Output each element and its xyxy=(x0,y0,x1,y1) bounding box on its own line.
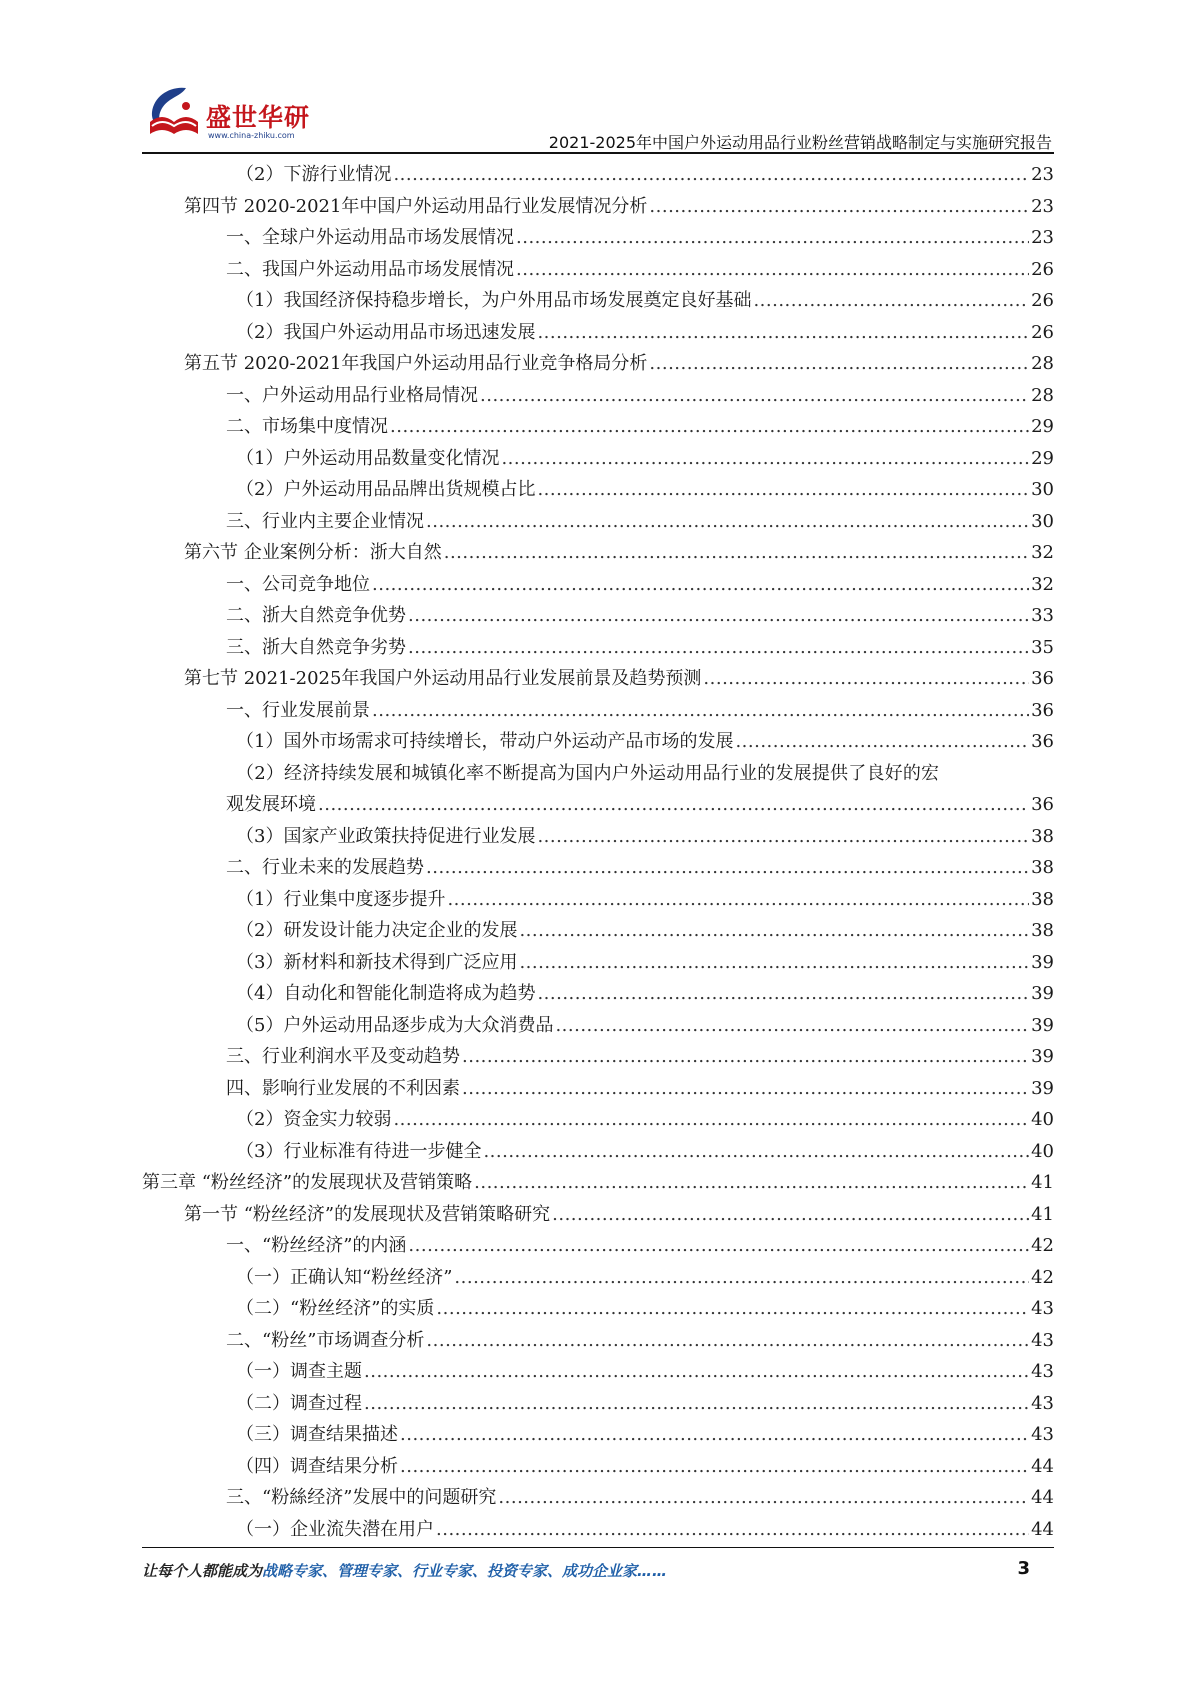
toc-leader-dots xyxy=(436,1293,1029,1325)
toc-page-number: 40 xyxy=(1031,1109,1054,1130)
toc-entry[interactable] xyxy=(142,537,1054,569)
toc-leader-dots xyxy=(649,191,1029,223)
toc-entry-text: 二、行业未来的发展趋势 xyxy=(226,857,424,878)
toc-entry[interactable] xyxy=(142,443,1054,475)
toc-page-number: 36 xyxy=(1031,699,1054,721)
toc-leader-dots xyxy=(447,884,1029,916)
toc-entry-text: （四）调查结果分析 xyxy=(236,1455,398,1477)
header-divider xyxy=(142,152,1054,154)
toc-entry-text: 一、“粉丝经济”的内涵 xyxy=(226,1235,407,1256)
toc-page-number: 38 xyxy=(1031,857,1054,878)
toc-page-number: 40 xyxy=(1031,1140,1054,1162)
toc-entry[interactable] xyxy=(142,380,1054,412)
toc-leader-dots xyxy=(390,411,1029,443)
toc-page-number: 32 xyxy=(1031,542,1054,563)
toc-page-number: 42 xyxy=(1031,1266,1054,1288)
toc-leader-dots xyxy=(753,285,1029,317)
toc-entry-text: 第四节 2020-2021年中国户外运动用品行业发展情况分析 xyxy=(184,195,648,217)
toc-leader-dots xyxy=(537,978,1029,1010)
toc-entry[interactable] xyxy=(142,1167,1054,1199)
toc-leader-dots xyxy=(519,947,1029,979)
toc-page-number: 43 xyxy=(1031,1392,1054,1414)
toc-leader-dots xyxy=(400,1419,1029,1451)
toc-entry-text: （一）企业流失潜在用户 xyxy=(236,1518,434,1540)
toc-entry[interactable] xyxy=(142,569,1054,601)
toc-entry[interactable] xyxy=(142,663,1054,695)
toc-leader-dots xyxy=(364,1388,1029,1420)
toc-leader-dots xyxy=(516,222,1029,254)
toc-page-number: 43 xyxy=(1031,1361,1054,1382)
toc-entry[interactable] xyxy=(142,1010,1054,1042)
toc-entry[interactable] xyxy=(142,159,1054,191)
toc-leader-dots xyxy=(393,1104,1029,1136)
toc-entry[interactable] xyxy=(142,317,1054,349)
toc-page-number: 38 xyxy=(1031,920,1054,941)
toc-entry-text: （二）调查过程 xyxy=(236,1392,362,1414)
toc-entry[interactable] xyxy=(142,1041,1054,1073)
company-logo xyxy=(142,82,382,146)
toc-entry-text: 二、我国户外运动用品市场发展情况 xyxy=(226,258,514,280)
slogan-lead: 让每个人都能成为 xyxy=(142,1562,263,1580)
toc-entry-text: （2）研发设计能力决定企业的发展 xyxy=(236,920,518,941)
toc-entry-text: （3）新材料和新技术得到广泛应用 xyxy=(236,951,518,973)
toc-entry-text: 观发展环境 xyxy=(226,794,316,815)
toc-entry-text: （一）调查主题 xyxy=(236,1361,362,1382)
toc-entry-text: （1）国外市场需求可持续增长，带动户外运动产品市场的发展 xyxy=(236,731,734,752)
toc-page-number: 36 xyxy=(1031,668,1054,689)
toc-entry[interactable] xyxy=(142,474,1054,506)
toc-page-number: 29 xyxy=(1031,447,1054,469)
toc-page-number: 38 xyxy=(1031,888,1054,910)
toc-entry[interactable] xyxy=(142,726,1054,758)
toc-entry-text: 二、市场集中度情况 xyxy=(226,416,388,437)
toc-leader-dots xyxy=(408,600,1029,632)
toc-leader-dots xyxy=(480,380,1029,412)
toc-leader-dots xyxy=(436,1514,1029,1546)
toc-entry-text: （5）户外运动用品逐步成为大众消费品 xyxy=(236,1014,554,1036)
toc-entry-text: （三）调查结果描述 xyxy=(236,1424,398,1445)
toc-leader-dots xyxy=(372,569,1029,601)
toc-page-number: 32 xyxy=(1031,573,1054,595)
page-footer xyxy=(142,1560,1054,1588)
toc-entry[interactable] xyxy=(142,821,1054,853)
toc-leader-dots xyxy=(537,474,1029,506)
toc-page-number: 30 xyxy=(1031,479,1054,500)
toc-leader-dots xyxy=(426,506,1029,538)
toc-page-number: 41 xyxy=(1031,1172,1054,1193)
toc-entry[interactable] xyxy=(142,1514,1054,1546)
toc-page-number: 39 xyxy=(1031,1014,1054,1036)
toc-entry[interactable] xyxy=(142,1293,1054,1325)
toc-entry-text: 一、全球户外运动用品市场发展情况 xyxy=(226,227,514,248)
toc-page-number: 39 xyxy=(1031,1046,1054,1067)
toc-page-number: 44 xyxy=(1031,1518,1054,1540)
toc-entry[interactable] xyxy=(142,506,1054,538)
toc-entry-text: 一、公司竞争地位 xyxy=(226,573,370,595)
toc-entry[interactable] xyxy=(142,1230,1054,1262)
toc-entry[interactable] xyxy=(142,222,1054,254)
toc-entry[interactable] xyxy=(142,915,1054,947)
toc-entry[interactable] xyxy=(142,1388,1054,1420)
toc-leader-dots xyxy=(400,1451,1029,1483)
toc-page-number: 28 xyxy=(1031,353,1054,374)
toc-entry[interactable] xyxy=(142,1073,1054,1105)
toc-leader-dots xyxy=(393,159,1029,191)
toc-entry-text: 三、行业利润水平及变动趋势 xyxy=(226,1046,460,1067)
toc-leader-dots xyxy=(501,443,1029,475)
toc-entry[interactable] xyxy=(142,1482,1054,1514)
toc-entry[interactable] xyxy=(142,1356,1054,1388)
toc-page-number: 44 xyxy=(1031,1487,1054,1508)
toc-page-number: 39 xyxy=(1031,983,1054,1004)
logo-url: www.china-zhiku.com xyxy=(208,131,295,140)
toc-leader-dots xyxy=(519,915,1029,947)
toc-entry-text: 三、浙大自然竞争劣势 xyxy=(226,636,406,658)
toc-leader-dots xyxy=(552,1199,1029,1231)
toc-entry[interactable] xyxy=(142,789,1054,821)
toc-entry-text: 三、行业内主要企业情况 xyxy=(226,510,424,532)
toc-page-number: 26 xyxy=(1031,321,1054,343)
toc-entry[interactable] xyxy=(142,191,1054,223)
toc-page-number: 35 xyxy=(1031,636,1054,658)
toc-page-number: 33 xyxy=(1031,605,1054,626)
toc-leader-dots xyxy=(537,821,1029,853)
logo-name: 盛世华研 xyxy=(206,103,311,132)
toc-leader-dots xyxy=(318,789,1029,821)
footer-divider xyxy=(142,1547,1054,1548)
toc-entry[interactable] xyxy=(142,285,1054,317)
page-number: 3 xyxy=(1017,1558,1030,1579)
toc-page-number: 43 xyxy=(1031,1329,1054,1351)
toc-leader-dots xyxy=(462,1073,1029,1105)
toc-entry[interactable] xyxy=(142,884,1054,916)
toc-entry[interactable] xyxy=(142,632,1054,664)
toc-page-number: 43 xyxy=(1031,1298,1054,1319)
toc-entry-text: （2）资金实力较弱 xyxy=(236,1109,392,1130)
toc-page-number: 23 xyxy=(1031,227,1054,248)
toc-entry[interactable] xyxy=(142,852,1054,884)
toc-entry-text: 二、“粉丝”市场调查分析 xyxy=(226,1329,425,1351)
toc-leader-dots xyxy=(454,1262,1029,1294)
toc-entry[interactable] xyxy=(142,1419,1054,1451)
toc-leader-dots xyxy=(735,726,1029,758)
toc-entry[interactable] xyxy=(142,254,1054,286)
toc-entry-text: （1）我国经济保持稳步增长，为户外用品市场发展奠定良好基础 xyxy=(236,290,752,311)
toc-leader-dots xyxy=(364,1356,1029,1388)
toc-entry[interactable] xyxy=(142,411,1054,443)
toc-entry-text: 第一节 “粉丝经济”的发展现状及营销策略研究 xyxy=(184,1203,551,1225)
toc-entry[interactable] xyxy=(142,1325,1054,1357)
toc-entry-text: 一、行业发展前景 xyxy=(226,699,370,721)
toc-leader-dots xyxy=(474,1167,1029,1199)
toc-page-number: 26 xyxy=(1031,258,1054,280)
toc-entry-text: （2）户外运动用品品牌出货规模占比 xyxy=(236,479,536,500)
toc-page-number: 43 xyxy=(1031,1424,1054,1445)
toc-entry-text: （二）“粉丝经济”的实质 xyxy=(236,1298,435,1319)
toc-page-number: 30 xyxy=(1031,510,1054,532)
slogan-highlight: 战略专家、管理专家、行业专家、投资专家、成功企业家…… xyxy=(262,1562,668,1580)
toc-entry-text: 二、浙大自然竞争优势 xyxy=(226,605,406,626)
toc-entry-text: 四、影响行业发展的不利因素 xyxy=(226,1077,460,1099)
toc-leader-dots xyxy=(516,254,1029,286)
logo-mark-icon xyxy=(142,82,206,146)
toc-entry-text: 一、户外运动用品行业格局情况 xyxy=(226,384,478,406)
toc-entry-text: 三、“粉絲经济”发展中的问题研究 xyxy=(226,1487,497,1508)
toc-leader-dots xyxy=(372,695,1029,727)
footer-slogan xyxy=(142,1560,667,1581)
table-of-contents xyxy=(142,159,1054,1545)
toc-leader-dots xyxy=(537,317,1029,349)
toc-entry-text: （4）自动化和智能化制造将成为趋势 xyxy=(236,983,536,1004)
toc-page-number: 26 xyxy=(1031,290,1054,311)
toc-leader-dots xyxy=(555,1010,1029,1042)
page-header xyxy=(142,82,1054,152)
toc-leader-dots xyxy=(408,1230,1029,1262)
toc-page-number: 28 xyxy=(1031,384,1054,406)
toc-leader-dots xyxy=(498,1482,1029,1514)
toc-entry-text: （2）我国户外运动用品市场迅速发展 xyxy=(236,321,536,343)
toc-entry[interactable] xyxy=(142,348,1054,380)
toc-entry-text: （一）正确认知“粉丝经济” xyxy=(236,1266,453,1288)
toc-leader-dots xyxy=(649,348,1029,380)
toc-entry[interactable] xyxy=(142,1199,1054,1231)
toc-entry-text: （3）行业标准有待进一步健全 xyxy=(236,1140,482,1162)
toc-entry-line[interactable]: （2）经济持续发展和城镇化率不断提高为国内户外运动用品行业的发展提供了良好的宏 xyxy=(236,762,940,784)
toc-page-number: 29 xyxy=(1031,416,1054,437)
toc-page-number: 41 xyxy=(1031,1203,1054,1225)
toc-entry[interactable] xyxy=(142,947,1054,979)
toc-page-number: 38 xyxy=(1031,825,1054,847)
toc-page-number: 39 xyxy=(1031,1077,1054,1099)
toc-leader-dots xyxy=(426,1325,1029,1357)
toc-entry[interactable] xyxy=(142,1136,1054,1168)
toc-entry-text: （1）行业集中度逐步提升 xyxy=(236,888,446,910)
report-title: 2021-2025年中国户外运动用品行业粉丝营销战略制定与实施研究报告 xyxy=(548,133,1052,152)
toc-entry-text: （2）下游行业情况 xyxy=(236,164,392,185)
toc-page-number: 44 xyxy=(1031,1455,1054,1477)
toc-leader-dots xyxy=(483,1136,1029,1168)
toc-entry-text: （3）国家产业政策扶持促进行业发展 xyxy=(236,825,536,847)
toc-page-number: 42 xyxy=(1031,1235,1054,1256)
toc-page-number: 36 xyxy=(1031,794,1054,815)
toc-entry-text: （1）户外运动用品数量变化情况 xyxy=(236,447,500,469)
toc-page-number: 36 xyxy=(1031,731,1054,752)
toc-entry-text: 第六节 企业案例分析：浙大自然 xyxy=(184,542,442,563)
toc-entry[interactable] xyxy=(142,1262,1054,1294)
toc-page-number: 23 xyxy=(1031,164,1054,185)
toc-entry[interactable] xyxy=(142,600,1054,632)
toc-page-number: 39 xyxy=(1031,951,1054,973)
toc-leader-dots xyxy=(703,663,1029,695)
toc-entry-text: 第七节 2021-2025年我国户外运动用品行业发展前景及趋势预测 xyxy=(184,668,702,689)
toc-entry-text: 第五节 2020-2021年我国户外运动用品行业竞争格局分析 xyxy=(184,353,648,374)
toc-leader-dots xyxy=(462,1041,1029,1073)
toc-entry[interactable] xyxy=(142,1104,1054,1136)
toc-leader-dots xyxy=(444,537,1029,569)
toc-page-number: 23 xyxy=(1031,195,1054,217)
toc-leader-dots xyxy=(426,852,1029,884)
toc-leader-dots xyxy=(408,632,1029,664)
toc-entry[interactable] xyxy=(142,695,1054,727)
toc-entry[interactable] xyxy=(142,1451,1054,1483)
toc-entry[interactable] xyxy=(142,978,1054,1010)
toc-entry-text: 第三章 “粉丝经济”的发展现状及营销策略 xyxy=(142,1172,473,1193)
